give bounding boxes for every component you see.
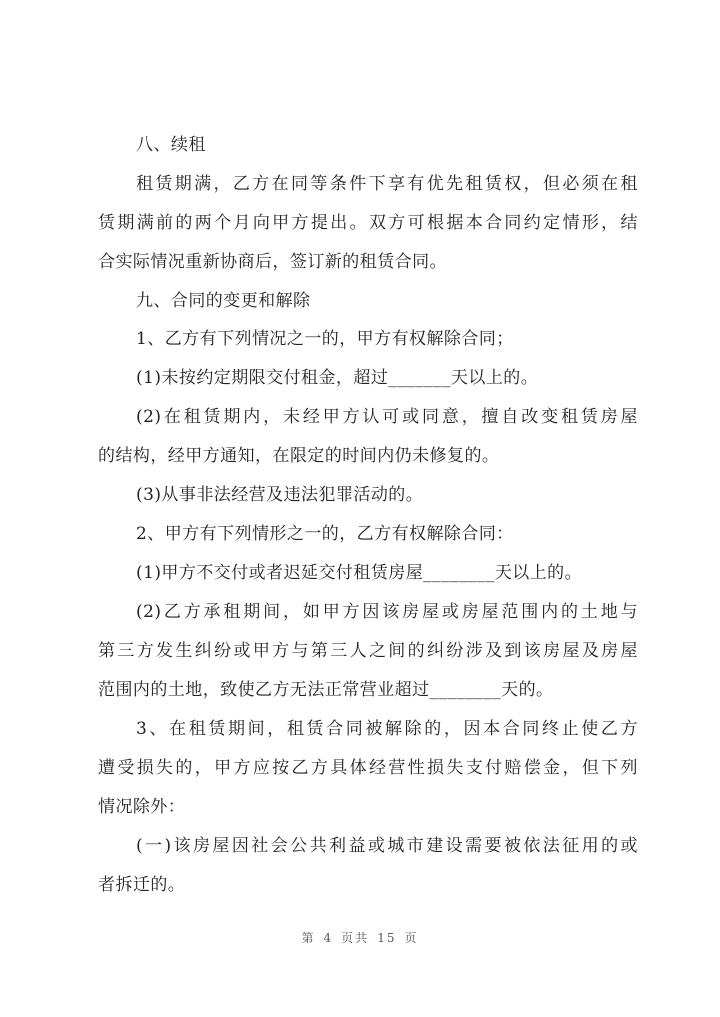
section-heading-change-termination: 九、合同的变更和解除	[136, 291, 311, 311]
paragraph-line: 租赁期满，乙方在同等条件下享有优先租赁权，但必须在租	[136, 174, 638, 194]
paragraph-line: 1、乙方有下列情况之一的，甲方有权解除合同；	[136, 329, 514, 349]
paragraph-line: 第三方发生纠纷或甲方与第三人之间的纠纷涉及到该房屋及房屋	[98, 641, 638, 661]
paragraph-line: 遭受损失的，甲方应按乙方具体经营性损失支付赔偿金，但下列	[98, 758, 638, 778]
paragraph-line: 者拆迁的。	[98, 875, 186, 895]
paragraph-line: 的结构，经甲方通知，在限定的时间内仍未修复的。	[98, 446, 500, 466]
paragraph-line: (一)该房屋因社会公共利益或城市建设需要被依法征用的或	[136, 836, 638, 856]
section-heading-renewal: 八、续租	[136, 135, 206, 155]
footer-total-pages: 15	[377, 931, 397, 945]
paragraph-line: (3)从事非法经营及违法犯罪活动的。	[136, 485, 424, 505]
page-footer	[0, 929, 720, 946]
footer-prefix: 第	[301, 931, 316, 945]
paragraph-line: (1)甲方不交付或者迟延交付租赁房屋________天以上的。	[136, 563, 583, 583]
paragraph-line: (1)未按约定期限交付租金，超过_______天以上的。	[136, 368, 539, 388]
footer-current-page: 4	[323, 931, 334, 945]
paragraph-line: 范围内的土地，致使乙方无法正常营业超过________天的。	[98, 680, 554, 700]
paragraph-line: 合实际情况重新协商后，签订新的租赁合同。	[98, 252, 447, 272]
footer-middle: 页共	[341, 931, 370, 945]
paragraph-line: 2、甲方有下列情形之一的，乙方有权解除合同：	[136, 524, 514, 544]
paragraph-line: 情况除外：	[98, 797, 186, 817]
footer-suffix: 页	[404, 931, 419, 945]
paragraph-line: (2)在租赁期内，未经甲方认可或同意，擅自改变租赁房屋	[136, 407, 638, 427]
paragraph-line: 3、在租赁期间，租赁合同被解除的，因本合同终止使乙方	[136, 719, 638, 739]
paragraph-line: (2)乙方承租期间，如甲方因该房屋或房屋范围内的土地与	[136, 602, 638, 622]
paragraph-line: 赁期满前的两个月向甲方提出。双方可根据本合同约定情形，结	[98, 213, 638, 233]
